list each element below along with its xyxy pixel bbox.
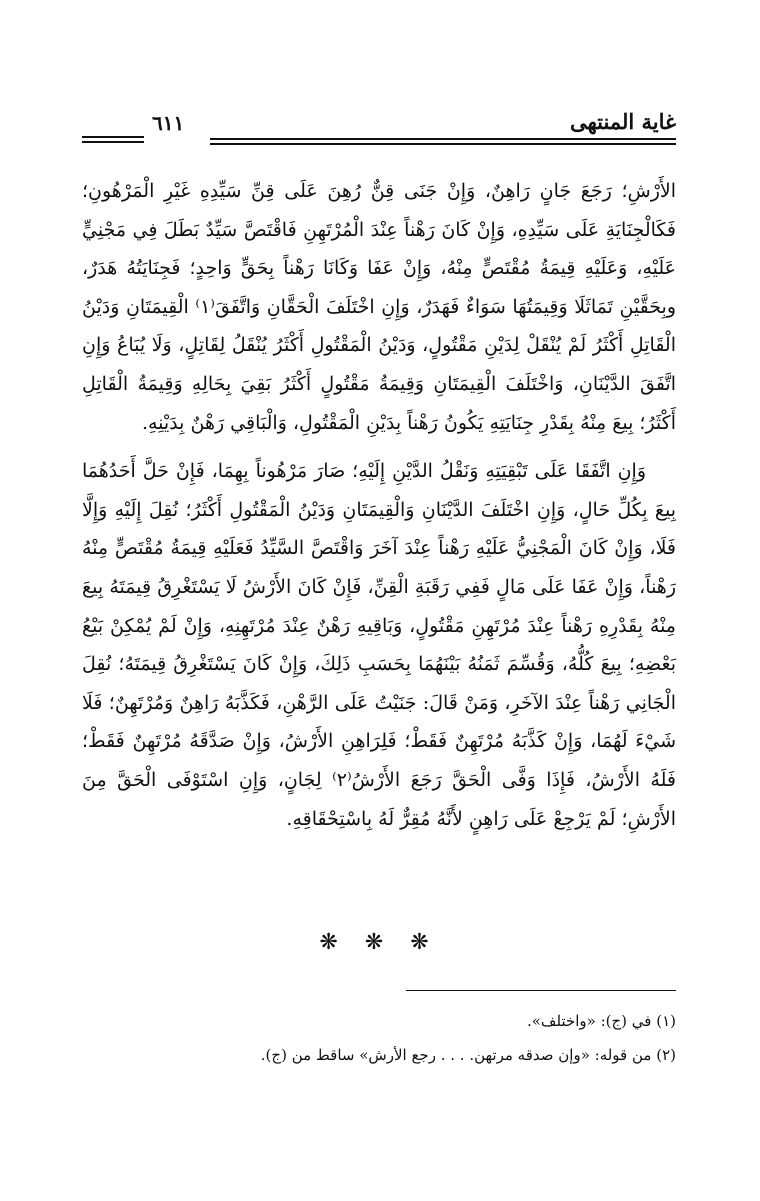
paragraph-2: وَإِنِ اتَّفَقَا عَلَى تَبْقِيَتِهِ وَنَقْلُ الدَّيْنِ إِلَيْهِ؛ صَارَ مَرْهُوناً بِهِمَا، فَإِنْ حَلَّ أَحَدُهُمَا بِيعَ بِكُلِّ حَالٍ، وَإِنِ اخْتَلَفَ الدَّيْنَانِ وَالْقِيمَتَانِ وَدَيْنُ الْمَقْتُولِ أَكْثَرُ؛ نُقِلَ إِلَيْهِ وَإِلَّا فَلَا، وَإِنْ كَانَ الْمَجْنِيُّ عَلَيْهِ رَهْناً عِنْدَ آخَرَ وَاقْتَصَّ السَّيِّدُ فَعَلَيْهِ قِيمَةُ مُقْتَصٍّ مِنْهُ رَهْناً، وَإِنْ عَفَا عَلَى مَالٍ فَفِي رَقَبَةِ الْقِنِّ، فَإِنْ كَانَ الأَرْشُ لَا يَسْتَغْرِقُ قِيمَتَهُ بِيعَ مِنْهُ بِقَدْرِهِ رَهْناً عِنْدَ مُرْتَهِنِ مَقْتُولٍ، وَبَاقِيهِ رَهْنٌ عِنْدَ مُرْتَهِنِهِ، وَإِنْ لَمْ يُمْكِنْ بَيْعُ بَعْضِهِ؛ بِيعَ كُلُّهُ، وَقُسِّمَ ثَمَنُهُ بَيْنَهُمَا بِحَسَبِ ذَلِكَ، وَإِنْ كَانَ يَسْتَغْرِقُ قِيمَتَهُ؛ نُقِلَ الْجَانِي رَهْناً عِنْدَ الآخَرِ، وَمَنْ قَالَ: جَنَيْتُ عَلَى الرَّهْنِ، فَكَذَّبَهُ رَاهِنٌ وَمُرْتَهِنٌ؛ فَلَا شَيْءَ لَهُمَا، وَإِنْ كَذَّبَهُ مُرْتَهِنٌ فَقَطْ؛ فَلِرَاهِنِ الأَرْشُ، وَإِنْ صَدَّقَهُ مُرْتَهِنٌ فَقَطْ؛ فَلَهُ الأَرْشُ، فَإِذَا وَفَّى الْحَقَّ رَجَعَ الأَرْشُ⁽٢⁾ لِجَانٍ، وَإِنِ اسْتَوْفَى الْحَقَّ مِنَ الأَرْشِ؛ لَمْ يَرْجِعْ عَلَى رَاهِنٍ لأَنَّهُ مُقِرٌّ لَهُ بِاسْتِحْقَاقِهِ. (82, 460, 676, 830)
footnote-2: (٢) من قوله: «وإن صدقه مرتهن. . . . رجع الأرش» ساقط من (ج). (260, 1046, 676, 1064)
main-text (82, 172, 676, 838)
footnotes (82, 1004, 676, 1072)
footnote-1: (١) في (ج): «واختلف». (526, 1012, 676, 1030)
header-rule-right-second (210, 143, 676, 145)
paragraph-1: الأَرْشِ؛ رَجَعَ جَانٍ رَاهِنٌ، وَإِنْ جَنَى قِنٌّ رُهِنَ عَلَى قِنِّ سَيِّدِهِ غَيْرِ الْمَرْهُونِ؛ فَكَالْجِنَايَةِ عَلَى سَيِّدِهِ، وَإِنْ كَانَ رَهْناً عِنْدَ الْمُرْتَهِنِ فَاقْتَصَّ سَيِّدٌ بَطَلَ فِي مَجْنِيٍّ عَلَيْهِ، وَعَلَيْهِ قِيمَةُ مُقْتَصٍّ مِنْهُ، وَإِنْ عَفَا وَكَانَا رَهْناً بِحَقٍّ وَاحِدٍ؛ فَجِنَايَتُهُ هَدَرٌ، وبِحَقَّيْنِ تَمَاثَلَا وَقِيمَتُهَا سَوَاءٌ فَهَدَرٌ، وَإِنِ اخْتَلَفَ الْحَقَّانِ وَاتَّفَقَ⁽١⁾ الْقِيمَتَانِ وَدَيْنُ الْقَاتِلِ أَكْثَرُ لَمْ يُنْقَلْ لِدَيْنِ مَقْتُولٍ، وَدَيْنُ الْمَقْتُولِ أَكْثَرُ يُنْقَلُ لِقَاتِلٍ، وَلَا يُبَاعُ وَإِنِ اتَّفَقَ الدَّيْنَانِ، وَاخْتَلَفَ الْقِيمَتَانِ وَقِيمَةُ مَقْتُولٍ أَكْثَرُ بَقِيَ بِحَالِهِ وَقِيمَةُ الْقَاتِلِ أَكْثَرُ؛ بِيعَ مِنْهُ بِقَدْرِ جِنَايَتِهِ يَكُونُ رَهْناً بِدَيْنِ الْمَقْتُولِ، وَالْبَاقِي رَهْنٌ بِدَيْنِهِ. (82, 180, 676, 434)
footnote-separator (406, 990, 676, 991)
page-number: ٦١١ (152, 111, 185, 135)
section-ornament: ❋ ❋ ❋ (319, 930, 439, 955)
header-rule-left (82, 136, 144, 138)
header-rule-right (210, 138, 676, 140)
page-header (82, 108, 676, 158)
running-title: غاية المنتهى (569, 109, 676, 134)
header-rule-left-second (82, 141, 144, 143)
